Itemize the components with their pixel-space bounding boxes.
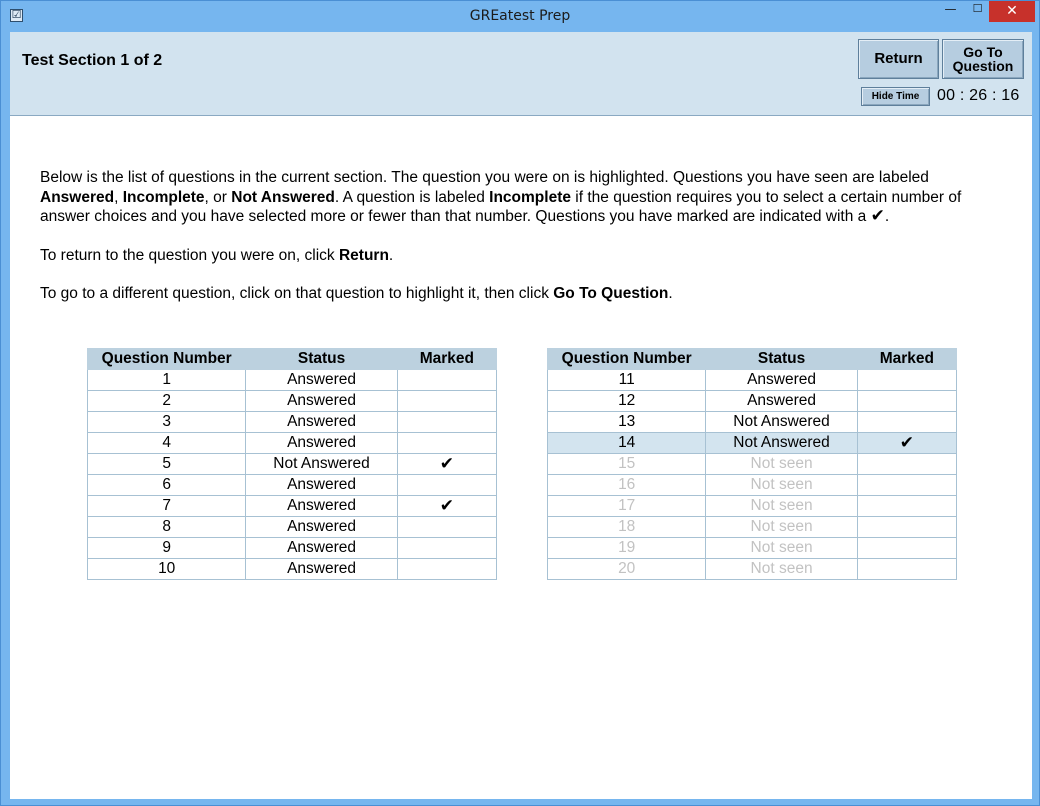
- question-number-cell: 6: [88, 475, 246, 496]
- table-row[interactable]: [88, 391, 497, 412]
- marked-cell: [397, 454, 496, 475]
- text: . A question is labeled: [334, 188, 490, 206]
- status-cell: Answered: [246, 475, 397, 496]
- status-cell: Not seen: [706, 496, 857, 517]
- go-to-label-line2: Question: [952, 58, 1014, 74]
- go-to-label-line1: Go To: [963, 44, 1003, 60]
- minimize-button[interactable]: —: [944, 2, 957, 16]
- close-button[interactable]: ✕: [989, 1, 1035, 22]
- text: Below is the list of questions in the current section. The question you were on is highlighted. Questions you have seen are labeled: [40, 169, 929, 186]
- question-number-cell: 1: [88, 370, 246, 391]
- marked-cell: [857, 370, 956, 391]
- status-cell: Answered: [246, 391, 397, 412]
- question-number-cell: 18: [548, 517, 706, 538]
- text: To return to the question you were on, click: [40, 246, 339, 264]
- instructions-paragraph-3: [40, 284, 1000, 304]
- question-number-cell: 13: [548, 412, 706, 433]
- marked-cell: [857, 391, 956, 412]
- question-number-cell: 14: [548, 433, 706, 454]
- question-number-cell: 19: [548, 538, 706, 559]
- checkmark-icon: ✔: [439, 454, 454, 474]
- status-cell: Answered: [246, 559, 397, 580]
- text: if the question requires you to select a certain number of answer choices and you have selected more or fewer than that number. Questions you have marked are indicated with a: [40, 188, 962, 225]
- marked-cell: [397, 433, 496, 454]
- instructions-paragraph-1: [40, 168, 1000, 227]
- question-number-cell: 9: [88, 538, 246, 559]
- table-row[interactable]: [548, 433, 957, 454]
- test-header: [10, 32, 1032, 116]
- table-row[interactable]: [88, 454, 497, 475]
- question-table-left: [87, 348, 497, 580]
- maximize-button[interactable]: ☐: [972, 2, 983, 15]
- table-row: [548, 475, 957, 496]
- table-row[interactable]: [88, 475, 497, 496]
- question-table-right: [547, 348, 957, 580]
- marked-cell: [397, 538, 496, 559]
- question-number-cell: 16: [548, 475, 706, 496]
- term-incomplete: Incomplete: [122, 188, 205, 206]
- status-cell: Not Answered: [706, 412, 857, 433]
- question-number-cell: 11: [548, 370, 706, 391]
- status-cell: Not seen: [706, 475, 857, 496]
- text: .: [668, 285, 673, 302]
- timer: 00 : 26 : 16: [937, 87, 1020, 104]
- column-header-marked: Marked: [397, 349, 496, 370]
- table-row: [548, 559, 957, 580]
- column-header-number: Question Number: [88, 349, 246, 370]
- question-number-cell: 3: [88, 412, 246, 433]
- text: ,: [114, 188, 123, 206]
- marked-cell: [397, 517, 496, 538]
- status-cell: Not seen: [706, 454, 857, 475]
- table-row: [548, 454, 957, 475]
- text: .: [388, 246, 394, 264]
- table-row[interactable]: [88, 370, 497, 391]
- column-header-number: Question Number: [548, 349, 706, 370]
- table-row: [548, 538, 957, 559]
- marked-cell: [397, 559, 496, 580]
- status-cell: Answered: [246, 517, 397, 538]
- marked-cell: [857, 454, 956, 475]
- marked-cell: [397, 496, 496, 517]
- column-header-marked: Marked: [857, 349, 956, 370]
- table-header-row: [548, 349, 957, 370]
- marked-cell: [397, 370, 496, 391]
- text: To go to a different question, click on that question to highlight it, then click: [40, 285, 554, 302]
- table-row[interactable]: [88, 412, 497, 433]
- status-cell: Not seen: [706, 538, 857, 559]
- status-cell: Not seen: [706, 517, 857, 538]
- marked-cell: [397, 412, 496, 433]
- marked-cell: [857, 496, 956, 517]
- question-number-cell: 20: [548, 559, 706, 580]
- text: , or: [204, 188, 232, 206]
- marked-cell: [857, 433, 956, 454]
- table-row: [548, 517, 957, 538]
- marked-cell: [857, 412, 956, 433]
- table-row[interactable]: [548, 412, 957, 433]
- checkmark-icon: ✔: [870, 206, 885, 226]
- status-cell: Answered: [246, 433, 397, 454]
- checkmark-icon: ✔: [439, 496, 454, 516]
- term-go-to-question: Go To Question: [553, 285, 669, 302]
- window-title: GREatest Prep: [469, 8, 571, 24]
- status-cell: Not Answered: [246, 454, 397, 475]
- question-number-cell: 2: [88, 391, 246, 412]
- table-row[interactable]: [88, 538, 497, 559]
- question-number-cell: 12: [548, 391, 706, 412]
- checkmark-icon: ✔: [899, 433, 914, 453]
- term-incomplete: Incomplete: [489, 188, 571, 206]
- marked-cell: [857, 475, 956, 496]
- go-to-question-button[interactable]: [942, 39, 1024, 79]
- status-cell: Answered: [246, 412, 397, 433]
- status-cell: Answered: [246, 496, 397, 517]
- question-number-cell: 5: [88, 454, 246, 475]
- status-cell: Answered: [706, 391, 857, 412]
- column-header-status: Status: [246, 349, 397, 370]
- title-bar: [1, 1, 1039, 32]
- question-number-cell: 8: [88, 517, 246, 538]
- question-number-cell: 10: [88, 559, 246, 580]
- text: .: [884, 208, 890, 225]
- table-row[interactable]: [88, 496, 497, 517]
- status-cell: Answered: [246, 370, 397, 391]
- status-cell: Answered: [706, 370, 857, 391]
- term-not-answered: Not Answered: [231, 188, 335, 206]
- return-button[interactable]: Return: [858, 39, 939, 79]
- app-checkbox-icon[interactable]: ☑: [11, 9, 22, 21]
- hide-time-button[interactable]: Hide Time: [861, 87, 930, 106]
- question-number-cell: 4: [88, 433, 246, 454]
- table-header-row: [88, 349, 497, 370]
- instructions-paragraph-2: [40, 246, 1000, 266]
- marked-cell: [857, 559, 956, 580]
- status-cell: Not Answered: [706, 433, 857, 454]
- question-number-cell: 17: [548, 496, 706, 517]
- table-row[interactable]: [548, 391, 957, 412]
- table-row[interactable]: [88, 559, 497, 580]
- table-row[interactable]: [88, 433, 497, 454]
- table-row[interactable]: [548, 370, 957, 391]
- term-answered: Answered: [40, 188, 115, 206]
- status-cell: Answered: [246, 538, 397, 559]
- table-row: [548, 496, 957, 517]
- term-return: Return: [338, 246, 389, 264]
- marked-cell: [397, 391, 496, 412]
- question-number-cell: 7: [88, 496, 246, 517]
- marked-cell: [397, 475, 496, 496]
- instructions: [40, 168, 1000, 323]
- question-number-cell: 15: [548, 454, 706, 475]
- status-cell: Not seen: [706, 559, 857, 580]
- table-row[interactable]: [88, 517, 497, 538]
- section-title: Test Section 1 of 2: [22, 52, 163, 69]
- marked-cell: [857, 538, 956, 559]
- marked-cell: [857, 517, 956, 538]
- column-header-status: Status: [706, 349, 857, 370]
- review-content: [10, 116, 1032, 799]
